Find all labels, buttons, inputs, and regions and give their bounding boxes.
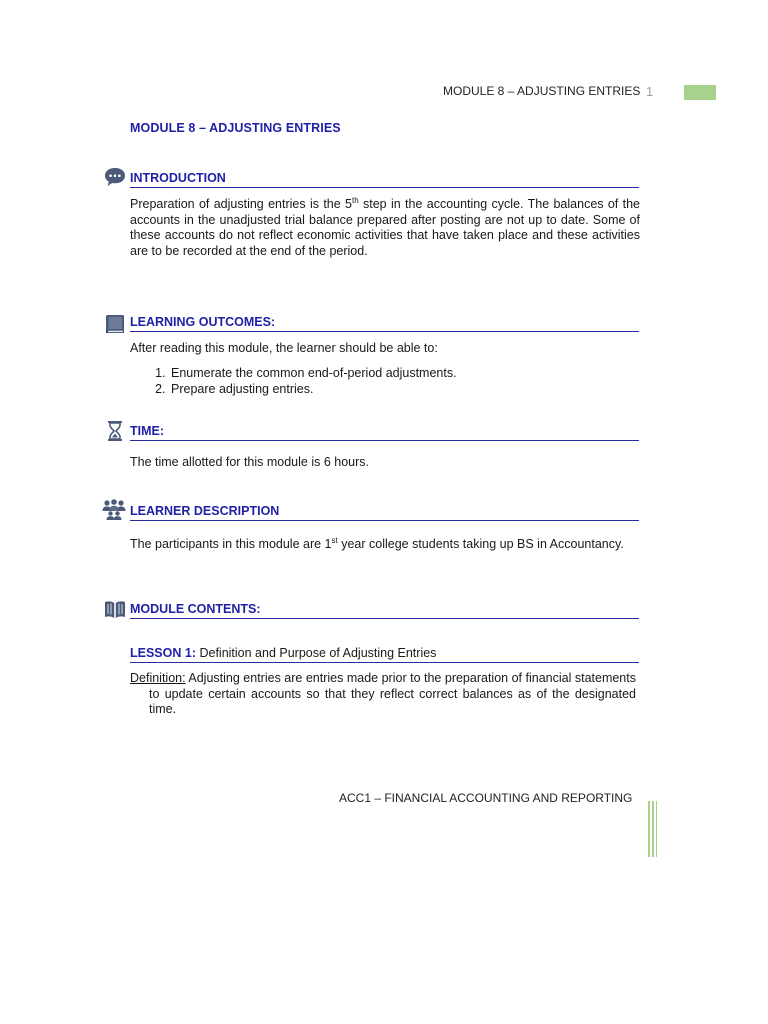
book-icon bbox=[103, 313, 127, 335]
introduction-text-end: step in the accounting cycle. The balances of the accounts in the unadjusted trial balance prepared after posting are not up to date. Some of these accounts do not reflect economic activities that have taken place and these activities are to be recorded at the end of the period. bbox=[130, 197, 640, 258]
running-header: MODULE 8 – ADJUSTING ENTRIES bbox=[443, 84, 641, 98]
lesson-1-heading bbox=[130, 646, 639, 663]
learning-outcomes-intro: After reading this module, the learner should be able to: bbox=[130, 341, 438, 355]
hourglass-icon bbox=[103, 420, 127, 442]
learner-description-paragraph bbox=[130, 537, 640, 553]
running-footer: ACC1 – FINANCIAL ACCOUNTING AND REPORTING bbox=[339, 791, 633, 805]
header-accent-bar bbox=[684, 85, 716, 100]
list-item: 1. Enumerate the common end-of-period adjustments. bbox=[169, 365, 457, 381]
footer-accent-line bbox=[652, 801, 654, 857]
document-title: MODULE 8 – ADJUSTING ENTRIES bbox=[130, 121, 341, 135]
learning-outcomes-list bbox=[131, 365, 457, 397]
speech-bubble-icon bbox=[103, 166, 127, 188]
page-number: 1 bbox=[646, 84, 654, 99]
lesson-1-label: LESSON 1: bbox=[130, 646, 196, 660]
people-icon bbox=[101, 498, 127, 520]
introduction-paragraph bbox=[130, 197, 640, 259]
learner-description-heading: LEARNER DESCRIPTION bbox=[130, 504, 639, 521]
footer-accent-line bbox=[656, 801, 657, 857]
lesson-1-title: Definition and Purpose of Adjusting Entries bbox=[196, 646, 437, 660]
module-contents-heading: MODULE CONTENTS: bbox=[130, 602, 639, 619]
learner-description-superscript: st bbox=[331, 535, 338, 545]
list-item: 2. Prepare adjusting entries. bbox=[169, 381, 457, 397]
time-heading: TIME: bbox=[130, 424, 639, 441]
definition-label: Definition: bbox=[130, 671, 186, 685]
introduction-heading: INTRODUCTION bbox=[130, 171, 639, 188]
learner-description-text-end: year college students taking up BS in Accountancy. bbox=[337, 537, 624, 551]
definition-text: Adjusting entries are entries made prior to the preparation of financial statements to update certain accounts so that they reflect correct balances as of the designated time. bbox=[149, 671, 636, 716]
learner-description-text-start: The participants in this module are 1 bbox=[130, 537, 332, 551]
footer-accent-line bbox=[648, 801, 650, 857]
introduction-text-start: Preparation of adjusting entries is the 5 bbox=[130, 197, 352, 211]
learning-outcomes-heading: LEARNING OUTCOMES: bbox=[130, 315, 639, 332]
open-book-icon bbox=[103, 598, 127, 620]
time-text: The time allotted for this module is 6 hours. bbox=[130, 455, 370, 469]
introduction-superscript: th bbox=[351, 195, 359, 205]
definition-paragraph bbox=[130, 671, 636, 718]
